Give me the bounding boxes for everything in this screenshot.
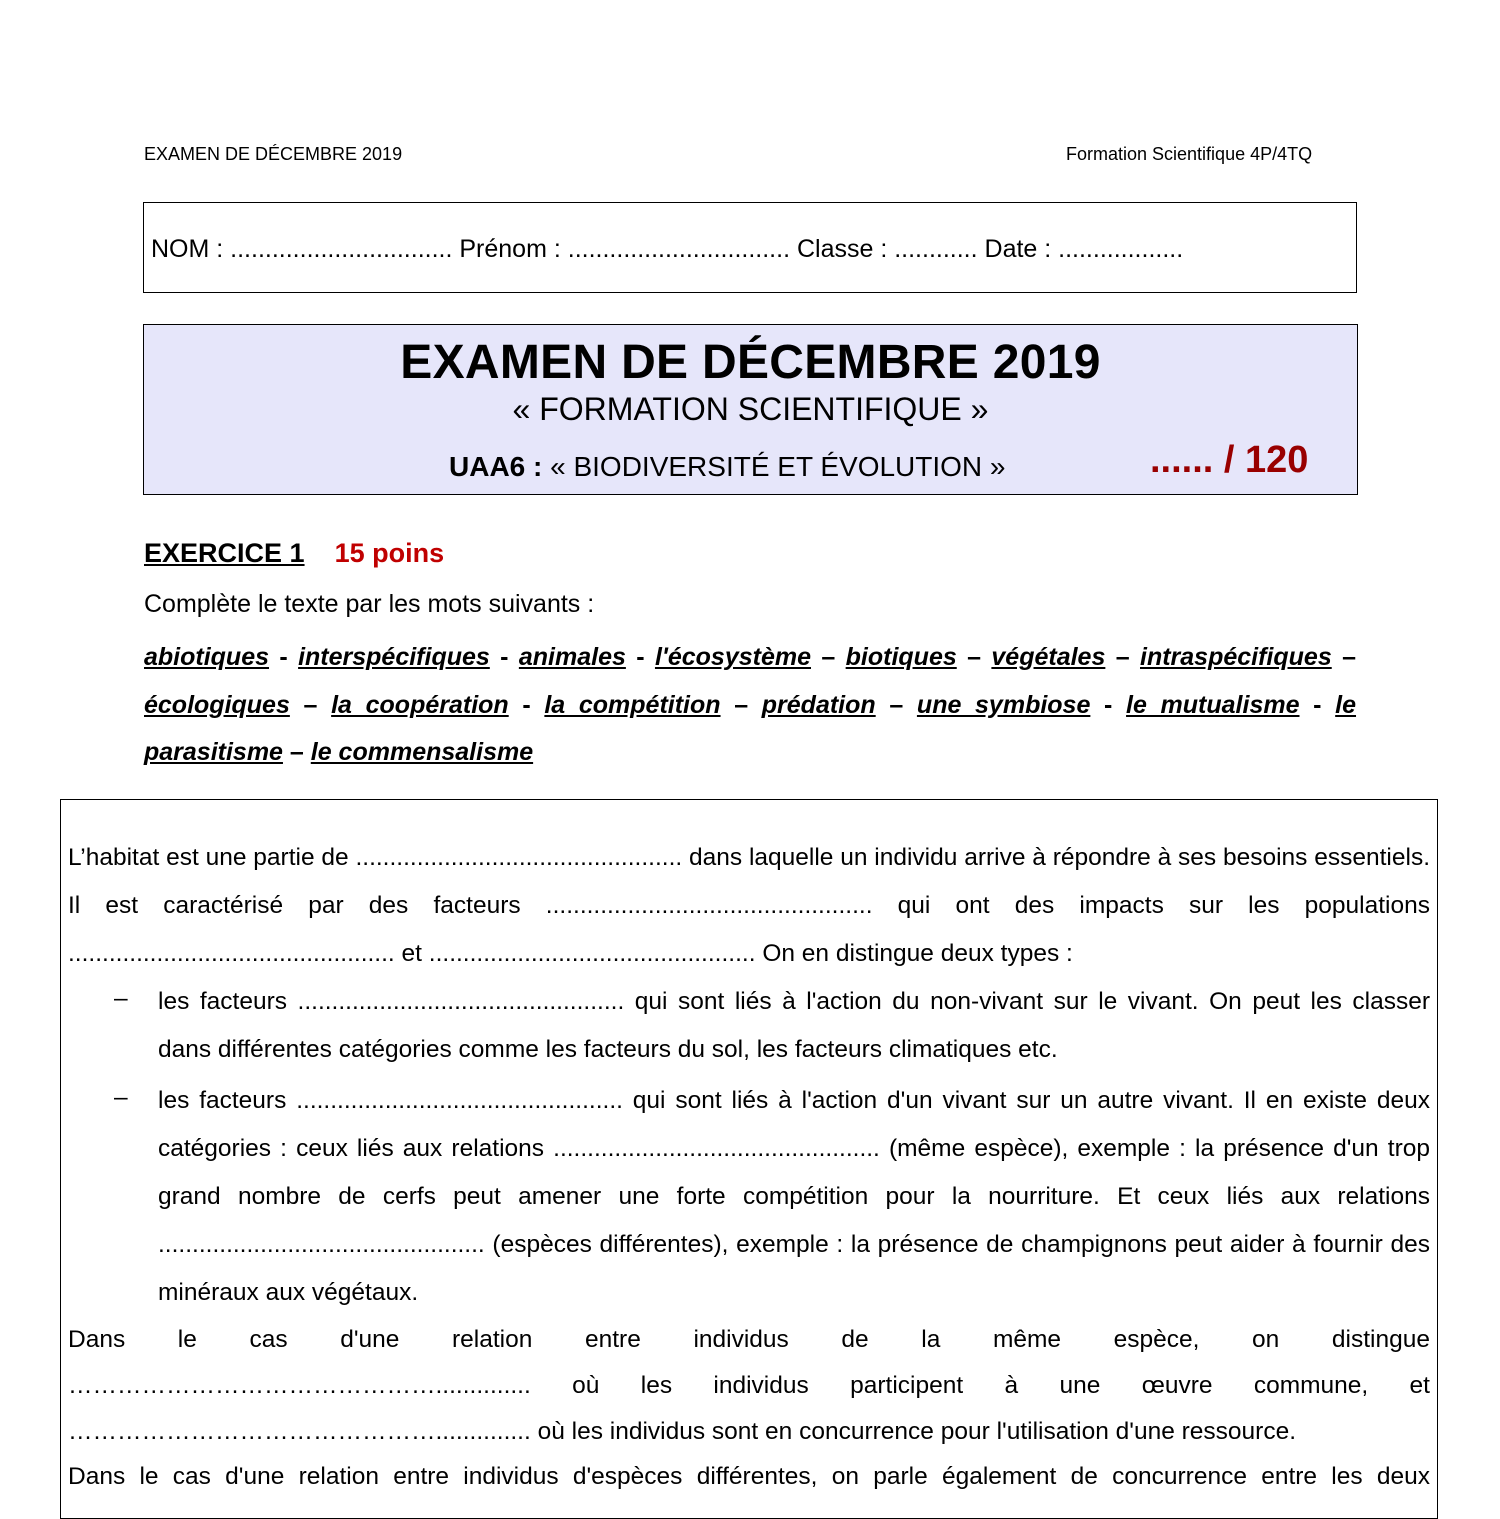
exam-title-box (143, 324, 1358, 495)
separator: – (1331, 643, 1357, 671)
page-header-right: Formation Scientifique 4P/4TQ (1066, 144, 1313, 164)
student-identity-box (143, 202, 1357, 293)
word: la coopération (331, 690, 509, 719)
total-score: ...... / 120 (1150, 439, 1309, 481)
bullet-dash: – (114, 985, 128, 1012)
paragraph-intraspecific-line1: Dans le cas d'une relation entre individus de la même espèce, on distingue (68, 1326, 1430, 1353)
bullet-abiotic[interactable]: les facteurs ................................................ qui sont liés à l'action du non-vivant sur le vivant. On peut les classer dans différentes catégories comme les facteurs du sol, les facteurs climatiques etc. (158, 988, 1430, 1063)
uaa-title (449, 451, 1006, 483)
uaa-label: UAA6 : (449, 451, 543, 482)
paragraph-interspecific: Dans le cas d'une relation entre individus d'espèces différentes, on parle également de concurrence entre les deux (68, 1463, 1430, 1490)
exercise-instruction: Complète le texte par les mots suivants : (144, 590, 595, 618)
separator: – (1105, 643, 1140, 671)
separator: - (489, 643, 519, 671)
word: interspécifiques (298, 643, 490, 671)
separator: - (625, 643, 655, 671)
separator: – (811, 643, 846, 671)
separator: – (282, 738, 311, 766)
paragraph-habitat[interactable]: L’habitat est une partie de ................................................ dans laquelle un individu arrive à répondre à ses besoins essentiels. Il est caractérisé par des facteurs ................................................ qui ont des impacts sur les populations ................................................ et ................................................ On en distingue deux types : (68, 844, 1430, 967)
word: intraspécifiques (1140, 643, 1332, 671)
exercise-points: 15 poins (334, 538, 445, 568)
word: le parasitisme (144, 690, 1357, 766)
bullet-dash: – (114, 1084, 128, 1111)
word: végétales (991, 643, 1106, 671)
word: animales (518, 643, 626, 671)
separator: - (508, 690, 545, 719)
word: la compétition (544, 690, 721, 719)
exercise-heading (144, 538, 444, 569)
separator (1090, 691, 1104, 719)
word: écologiques (144, 690, 290, 719)
word: le mutualisme (1126, 690, 1300, 719)
separator: – (720, 690, 762, 719)
paragraph-intraspecific-line2[interactable]: ……………………………………….............. où les individus participent à une œuvre commune, et (68, 1372, 1430, 1399)
word: abiotiques (144, 643, 270, 671)
separator: - (269, 643, 299, 671)
page-header-left: EXAMEN DE DÉCEMBRE 2019 (144, 144, 403, 164)
separator: – (956, 643, 992, 671)
separator: – (289, 690, 332, 719)
student-identity-fields[interactable]: NOM : ................................ Prénom : ................................ Classe : ............ Date : .................. (151, 235, 1184, 263)
word-bank (144, 634, 1356, 777)
word: biotiques (845, 643, 957, 671)
bullet-biotic[interactable]: les facteurs ................................................ qui sont liés à l'action d'un vivant sur un autre vivant. Il en existe deux catégories : ceux liés aux relations ................................................ (même espèce), exemple : la présence d'un trop grand nombre de cerfs peut amener une forte compétition pour la nourriture. Et ceux liés aux relations ................................................ (espèces différentes), exemple : la présence de champignons peut aider à fournir des minéraux aux végétaux. (158, 1087, 1430, 1306)
paragraph-intraspecific-line3[interactable]: ……………………………………….............. où les individus sont en concurrence pour l'utilisation d'une ressource. (68, 1418, 1297, 1445)
word: prédation (761, 690, 876, 719)
exercise-title: EXERCICE 1 (144, 538, 305, 568)
separator: – (875, 690, 917, 719)
exam-subtitle: « FORMATION SCIENTIFIQUE » (512, 391, 989, 427)
word: l'écosystème (654, 643, 811, 671)
word: le commensalisme (310, 738, 534, 766)
uaa-name: « BIODIVERSITÉ ET ÉVOLUTION » (542, 451, 1006, 482)
separator: - (1299, 690, 1336, 719)
word: une symbiose (916, 690, 1091, 719)
separator: - (1104, 690, 1127, 719)
exam-title: EXAMEN DE DÉCEMBRE 2019 (400, 336, 1101, 389)
fill-in-text-box (60, 799, 1438, 1519)
